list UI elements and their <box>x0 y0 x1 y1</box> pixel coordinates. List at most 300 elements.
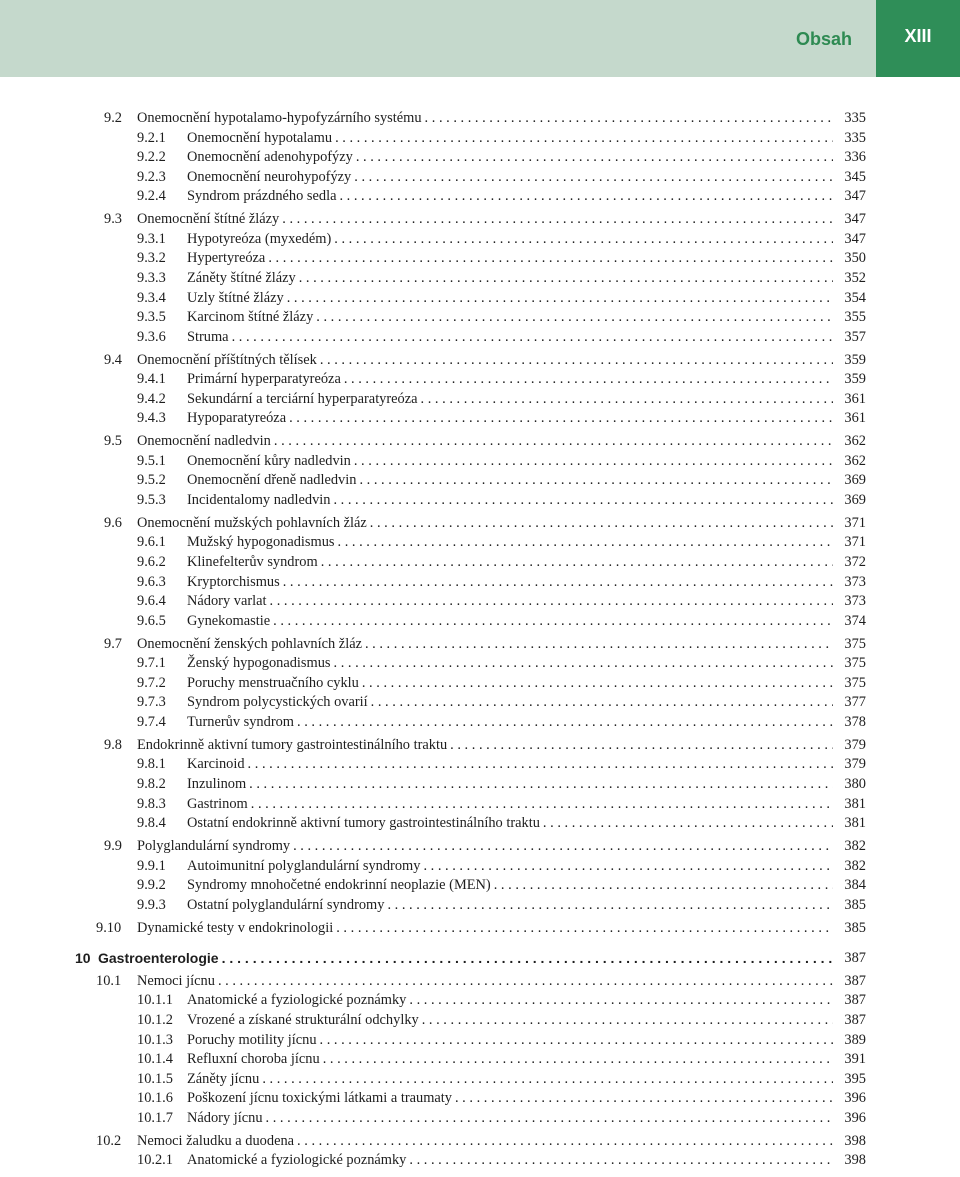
toc-entry-page: 396 <box>844 1090 866 1106</box>
toc-entry-title: Ostatní endokrinně aktivní tumory gastrointestinálního traktu <box>187 815 540 831</box>
toc-entry[interactable] <box>0 327 960 347</box>
toc-entry-title: Polyglandulární syndromy <box>137 838 291 854</box>
toc-entry-title: Onemocnění kůry nadledvin <box>187 453 351 469</box>
toc-entry[interactable] <box>0 1150 960 1170</box>
toc-entry-title: Hypotyreóza (myxedém) <box>187 231 332 247</box>
toc-entry-leader <box>187 490 833 510</box>
toc-entry-page: 335 <box>844 110 866 126</box>
dot-leader <box>494 875 833 895</box>
toc-entry-number: 10.1.5 <box>137 1071 173 1087</box>
toc-entry-number: 9.4.3 <box>137 410 166 426</box>
dot-leader <box>270 591 833 611</box>
toc-entry-page: 379 <box>844 756 866 772</box>
toc-entry[interactable] <box>0 653 960 673</box>
toc-entry-page: 387 <box>844 1012 866 1028</box>
dot-leader <box>339 186 833 206</box>
toc-entry-number: 9.7 <box>104 636 122 652</box>
toc-entry-title: Inzulinom <box>187 776 247 792</box>
toc-entry-leader <box>187 990 833 1010</box>
toc-entry-leader <box>187 128 833 148</box>
toc-entry[interactable] <box>0 1131 960 1151</box>
toc-entry-page: 347 <box>844 188 866 204</box>
toc-entry-number: 9.4 <box>104 352 122 368</box>
toc-entry-leader <box>187 248 833 268</box>
toc-entry-title: Struma <box>187 329 229 345</box>
toc-entry-title: Syndrom prázdného sedla <box>187 188 337 204</box>
toc-entry-number: 9.6.2 <box>137 554 166 570</box>
toc-entry-leader <box>187 856 833 876</box>
dot-leader <box>274 431 833 451</box>
toc-entry-number: 9.4.2 <box>137 391 166 407</box>
toc-entry[interactable] <box>0 1088 960 1108</box>
toc-entry[interactable] <box>0 167 960 187</box>
toc-entry-number: 9.6.4 <box>137 593 166 609</box>
toc-entry-title: Ostatní polyglandulární syndromy <box>187 897 385 913</box>
dot-leader <box>262 1069 833 1089</box>
toc-entry-title: Nemoci jícnu <box>137 973 215 989</box>
dot-leader <box>370 513 833 533</box>
toc-entry[interactable] <box>0 451 960 471</box>
dot-leader <box>356 147 833 167</box>
toc-entry-leader <box>187 1108 833 1128</box>
toc-entry-leader <box>187 794 833 814</box>
toc-entry-title: Poruchy motility jícnu <box>187 1032 317 1048</box>
dot-leader <box>335 128 833 148</box>
toc-chapter[interactable] <box>0 948 960 968</box>
toc-entry-number: 9.6.1 <box>137 534 166 550</box>
toc-entry[interactable] <box>0 431 960 451</box>
dot-leader <box>359 470 833 490</box>
toc-entry-number: 10.1.7 <box>137 1110 173 1126</box>
toc-entry[interactable] <box>0 836 960 856</box>
toc-entry-leader <box>187 895 833 915</box>
toc-entry-title: Anatomické a fyziologické poznámky <box>187 1152 407 1168</box>
dot-leader <box>344 369 833 389</box>
toc-entry-page: 385 <box>844 920 866 936</box>
dot-leader <box>222 948 833 968</box>
toc-entry-title: Mužský hypogonadismus <box>187 534 335 550</box>
toc-entry[interactable] <box>0 147 960 167</box>
toc-entry-leader <box>137 918 833 938</box>
toc-entry-leader <box>187 229 833 249</box>
dot-leader <box>425 108 833 128</box>
toc-entry-number: 9.3.4 <box>137 290 166 306</box>
toc-entry-title: Onemocnění ženských pohlavních žláz <box>137 636 362 652</box>
toc-entry-page: 398 <box>844 1133 866 1149</box>
toc-entry[interactable] <box>0 673 960 693</box>
toc-entry-leader <box>187 591 833 611</box>
dot-leader <box>316 307 833 327</box>
toc-entry-leader <box>187 532 833 552</box>
toc-entry-number: 9.2.2 <box>137 149 166 165</box>
toc-entry-page: 398 <box>844 1152 866 1168</box>
toc-entry[interactable] <box>0 813 960 833</box>
toc-entry-leader <box>187 470 833 490</box>
dot-leader <box>334 653 834 673</box>
toc-entry[interactable] <box>0 186 960 206</box>
toc-entry-number: 10.1.6 <box>137 1090 173 1106</box>
page-number-tab: XIII <box>876 0 960 77</box>
toc-entry-leader <box>187 692 833 712</box>
dot-leader <box>251 794 833 814</box>
toc-entry-title: Nádory jícnu <box>187 1110 263 1126</box>
toc-entry-number: 9.8.3 <box>137 796 166 812</box>
toc-entry[interactable] <box>0 1069 960 1089</box>
toc-entry[interactable] <box>0 990 960 1010</box>
toc-entry[interactable] <box>0 754 960 774</box>
dot-leader <box>338 532 833 552</box>
toc-entry-leader <box>187 307 833 327</box>
toc-entry-number: 10.2.1 <box>137 1152 173 1168</box>
toc-entry[interactable] <box>0 248 960 268</box>
toc-entry[interactable] <box>0 918 960 938</box>
toc-entry-title: Onemocnění neurohypofýzy <box>187 169 352 185</box>
toc-entry-leader <box>137 513 833 533</box>
dot-leader <box>421 389 833 409</box>
toc-entry-number: 9.2.3 <box>137 169 166 185</box>
toc-entry[interactable] <box>0 1010 960 1030</box>
toc-entry-number: 9.3.3 <box>137 270 166 286</box>
toc-entry-leader <box>187 572 833 592</box>
toc-entry-page: 387 <box>844 950 866 966</box>
toc-entry[interactable] <box>0 774 960 794</box>
toc-entry-number: 9.7.1 <box>137 655 166 671</box>
toc-entry-title: Syndromy mnohočetné endokrinní neoplazie (MEN) <box>187 877 491 893</box>
toc-entry-page: 375 <box>844 655 866 671</box>
dot-leader <box>354 167 833 187</box>
toc-entry-page: 347 <box>844 211 866 227</box>
toc-entry-page: 369 <box>844 492 866 508</box>
toc-entry-title: Karcinoid <box>187 756 245 772</box>
toc-entry-page: 352 <box>844 270 866 286</box>
toc-entry-title: Karcinom štítné žlázy <box>187 309 314 325</box>
toc-entry-page: 345 <box>844 169 866 185</box>
toc-entry-title: Onemocnění štítné žlázy <box>137 211 280 227</box>
toc-entry-leader <box>187 653 833 673</box>
toc-entry-title: Onemocnění hypotalamo-hypofyzárního systému <box>137 110 422 126</box>
toc-entry-title: Nádory varlat <box>187 593 267 609</box>
toc-entry-title: Hypertyreóza <box>187 250 266 266</box>
toc-entry-page: 372 <box>844 554 866 570</box>
toc-entry-page: 362 <box>844 453 866 469</box>
toc-entry-number: 9.6.3 <box>137 574 166 590</box>
toc-entry-page: 375 <box>844 675 866 691</box>
toc-entry-number: 10.1 <box>96 973 122 989</box>
toc-entry-leader <box>187 813 833 833</box>
toc-entry-leader <box>187 167 833 187</box>
toc-entry-title: Vrozené a získané strukturální odchylky <box>187 1012 419 1028</box>
dot-leader <box>218 971 833 991</box>
toc-entry-page: 361 <box>844 391 866 407</box>
toc-entry-page: 359 <box>844 352 866 368</box>
toc-entry-title: Záněty jícnu <box>187 1071 260 1087</box>
toc-entry-page: 373 <box>844 574 866 590</box>
toc-entry[interactable] <box>0 513 960 533</box>
dot-leader <box>287 288 833 308</box>
dot-leader <box>543 813 833 833</box>
toc-entry[interactable] <box>0 735 960 755</box>
toc-entry-title: Primární hyperparatyreóza <box>187 371 341 387</box>
toc-entry-page: 382 <box>844 838 866 854</box>
dot-leader <box>297 712 833 732</box>
toc-entry-page: 396 <box>844 1110 866 1126</box>
toc-entry[interactable] <box>0 552 960 572</box>
toc-entry-number: 9.9.1 <box>137 858 166 874</box>
toc-entry-page: 387 <box>844 992 866 1008</box>
toc-entry-title: Klinefelterův syndrom <box>187 554 318 570</box>
toc-entry[interactable] <box>0 971 960 991</box>
toc-entry-leader <box>187 1088 833 1108</box>
dot-leader <box>323 1049 833 1069</box>
toc-entry-number: 9.2 <box>104 110 122 126</box>
toc-entry[interactable] <box>0 794 960 814</box>
toc-entry-page: 357 <box>844 329 866 345</box>
toc-entry-title: Endokrinně aktivní tumory gastrointestinálního traktu <box>137 737 448 753</box>
toc-entry-title: Refluxní choroba jícnu <box>187 1051 320 1067</box>
toc-entry-number: 9.8.2 <box>137 776 166 792</box>
dot-leader <box>321 552 833 572</box>
toc-entry-leader <box>137 350 833 370</box>
toc-entry-title: Anatomické a fyziologické poznámky <box>187 992 407 1008</box>
toc-entry-number: 9.5.2 <box>137 472 166 488</box>
toc-entry-page: 355 <box>844 309 866 325</box>
toc-entry-title: Hypoparatyreóza <box>187 410 287 426</box>
toc-entry-number: 9.6 <box>104 515 122 531</box>
toc-entry-number: 9.9 <box>104 838 122 854</box>
dot-leader <box>409 1150 833 1170</box>
toc-entry[interactable] <box>0 875 960 895</box>
toc-entry-number: 9.6.5 <box>137 613 166 629</box>
toc-entry-title: Onemocnění mužských pohlavních žláz <box>137 515 367 531</box>
toc-entry-page: 379 <box>844 737 866 753</box>
toc-entry[interactable] <box>0 611 960 631</box>
toc-entry-title: Onemocnění nadledvin <box>137 433 271 449</box>
dot-leader <box>289 408 833 428</box>
dot-leader <box>249 774 833 794</box>
toc-entry-page: 387 <box>844 973 866 989</box>
toc-entry-title: Záněty štítné žlázy <box>187 270 296 286</box>
dot-leader <box>336 918 833 938</box>
toc-entry-title: Turnerův syndrom <box>187 714 295 730</box>
toc-entry-page: 381 <box>844 815 866 831</box>
dot-leader <box>365 634 833 654</box>
toc-entry-leader <box>187 327 833 347</box>
toc-entry-page: 381 <box>844 796 866 812</box>
toc-entry-number: 10.2 <box>96 1133 122 1149</box>
toc-entry-leader <box>187 774 833 794</box>
toc-entry[interactable] <box>0 1030 960 1050</box>
dot-leader <box>232 327 833 347</box>
toc-entry-number: 9.9.2 <box>137 877 166 893</box>
toc-entry-leader <box>187 288 833 308</box>
toc-entry-title: Poškození jícnu toxickými látkami a traumaty <box>187 1090 452 1106</box>
toc-entry-number: 9.8.4 <box>137 815 166 831</box>
dot-leader <box>283 572 833 592</box>
toc-entry[interactable] <box>0 369 960 389</box>
toc-entry-number: 9.8.1 <box>137 756 166 772</box>
toc-entry[interactable] <box>0 532 960 552</box>
toc-entry-number: 10.1.2 <box>137 1012 173 1028</box>
toc-entry[interactable] <box>0 1049 960 1069</box>
toc-entry-number: 10.1.3 <box>137 1032 173 1048</box>
toc-entry-leader <box>187 451 833 471</box>
toc-entry-leader <box>187 552 833 572</box>
toc-entry-number: 9.3 <box>104 211 122 227</box>
toc-entry-number: 10 <box>75 950 91 966</box>
dot-leader <box>423 856 833 876</box>
toc-entry-leader <box>187 1010 833 1030</box>
toc-entry-number: 10.1.1 <box>137 992 173 1008</box>
toc-entry-number: 9.5 <box>104 433 122 449</box>
toc-entry-leader <box>137 1131 833 1151</box>
toc-entry[interactable] <box>0 307 960 327</box>
toc-entry[interactable] <box>0 408 960 428</box>
toc-entry-title: Onemocnění hypotalamu <box>187 130 333 146</box>
toc-entry-leader <box>187 147 833 167</box>
toc-entry-leader <box>137 971 833 991</box>
dot-leader <box>362 673 833 693</box>
toc-entry-page: 391 <box>844 1051 866 1067</box>
toc-entry-number: 9.5.3 <box>137 492 166 508</box>
toc-entry-leader <box>187 186 833 206</box>
dot-leader <box>320 350 833 370</box>
toc-entry-leader <box>137 634 833 654</box>
toc-entry[interactable] <box>0 108 960 128</box>
toc-entry[interactable] <box>0 209 960 229</box>
toc-entry-page: 371 <box>844 534 866 550</box>
toc-entry-title: Gastroenterologie <box>98 950 219 966</box>
toc-entry-title: Sekundární a terciární hyperparatyreóza <box>187 391 418 407</box>
toc-entry[interactable] <box>0 389 960 409</box>
toc-entry-page: 354 <box>844 290 866 306</box>
toc-entry-title: Uzly štítné žlázy <box>187 290 284 306</box>
toc-entry-number: 9.2.1 <box>137 130 166 146</box>
toc-entry-page: 335 <box>844 130 866 146</box>
toc-entry-number: 9.3.6 <box>137 329 166 345</box>
toc-entry-number: 9.10 <box>96 920 122 936</box>
toc-entry[interactable] <box>0 490 960 510</box>
toc-entry[interactable] <box>0 288 960 308</box>
toc-entry-page: 389 <box>844 1032 866 1048</box>
toc-entry-page: 336 <box>844 149 866 165</box>
toc-entry[interactable] <box>0 128 960 148</box>
toc-entry-leader <box>187 754 833 774</box>
dot-leader <box>268 248 833 268</box>
toc-entry[interactable] <box>0 856 960 876</box>
toc-entry[interactable] <box>0 268 960 288</box>
toc-entry-page: 395 <box>844 1071 866 1087</box>
toc-entry-number: 9.3.2 <box>137 250 166 266</box>
toc-entry-page: 361 <box>844 410 866 426</box>
toc-entry-page: 359 <box>844 371 866 387</box>
toc-entry-number: 9.3.1 <box>137 231 166 247</box>
dot-leader <box>282 209 833 229</box>
toc-entry[interactable] <box>0 350 960 370</box>
dot-leader <box>422 1010 833 1030</box>
dot-leader <box>455 1088 833 1108</box>
toc-entry-title: Poruchy menstruačního cyklu <box>187 675 359 691</box>
toc-entry[interactable] <box>0 229 960 249</box>
dot-leader <box>297 1131 833 1151</box>
toc-entry[interactable] <box>0 692 960 712</box>
toc-entry-leader <box>187 268 833 288</box>
toc-entry-title: Onemocnění příštítných tělísek <box>137 352 317 368</box>
toc-entry-title: Gastrinom <box>187 796 248 812</box>
toc-entry-page: 377 <box>844 694 866 710</box>
dot-leader <box>409 990 833 1010</box>
dot-leader <box>354 451 833 471</box>
toc-entry-leader <box>187 1150 833 1170</box>
toc-entry-number: 9.9.3 <box>137 897 166 913</box>
toc-entry-number: 9.7.3 <box>137 694 166 710</box>
toc-entry-page: 369 <box>844 472 866 488</box>
toc-entry-page: 382 <box>844 858 866 874</box>
toc-entry-leader <box>187 369 833 389</box>
toc-entry-number: 10.1.4 <box>137 1051 173 1067</box>
dot-leader <box>266 1108 833 1128</box>
toc-entry[interactable] <box>0 1108 960 1128</box>
toc-entry-number: 9.3.5 <box>137 309 166 325</box>
toc-entry-leader <box>187 1030 833 1050</box>
toc-entry-title: Gynekomastie <box>187 613 271 629</box>
toc-entry-title: Onemocnění adenohypofýzy <box>187 149 353 165</box>
toc-entry-title: Ženský hypogonadismus <box>187 655 331 671</box>
toc-entry-page: 375 <box>844 636 866 652</box>
toc-entry-page: 371 <box>844 515 866 531</box>
toc-entry[interactable] <box>0 634 960 654</box>
dot-leader <box>248 754 833 774</box>
toc-entry-leader <box>137 735 833 755</box>
toc-entry[interactable] <box>0 470 960 490</box>
toc-entry-title: Dynamické testy v endokrinologii <box>137 920 334 936</box>
toc-entry-page: 373 <box>844 593 866 609</box>
toc-entry-title: Kryptorchismus <box>187 574 280 590</box>
toc-entry-leader <box>137 836 833 856</box>
toc-entry-title: Nemoci žaludku a duodena <box>137 1133 295 1149</box>
toc-entry-number: 9.2.4 <box>137 188 166 204</box>
toc-entry-title: Onemocnění dřeně nadledvin <box>187 472 357 488</box>
dot-leader <box>371 692 833 712</box>
dot-leader <box>387 895 833 915</box>
toc-entry-page: 350 <box>844 250 866 266</box>
toc-entry-leader <box>137 108 833 128</box>
toc-entry-page: 362 <box>844 433 866 449</box>
toc-entry[interactable] <box>0 591 960 611</box>
toc-entry-number: 9.4.1 <box>137 371 166 387</box>
dot-leader <box>293 836 833 856</box>
toc-entry-page: 347 <box>844 231 866 247</box>
dot-leader <box>273 611 833 631</box>
toc-entry-leader <box>137 431 833 451</box>
toc-entry[interactable] <box>0 572 960 592</box>
toc-entry-leader <box>187 611 833 631</box>
toc-entry[interactable] <box>0 895 960 915</box>
toc-entry-page: 384 <box>844 877 866 893</box>
dot-leader <box>333 490 833 510</box>
toc-entry-title: Incidentalomy nadledvin <box>187 492 331 508</box>
toc-entry-leader <box>187 408 833 428</box>
toc-entry-number: 9.8 <box>104 737 122 753</box>
toc-entry-leader <box>187 1049 833 1069</box>
toc-entry-leader <box>137 209 833 229</box>
toc-entry-number: 9.7.4 <box>137 714 166 730</box>
section-title: Obsah <box>795 29 852 49</box>
toc-entry[interactable] <box>0 712 960 732</box>
toc-entry-leader <box>187 673 833 693</box>
dot-leader <box>450 735 833 755</box>
toc-entry-leader <box>187 712 833 732</box>
dot-leader <box>299 268 833 288</box>
